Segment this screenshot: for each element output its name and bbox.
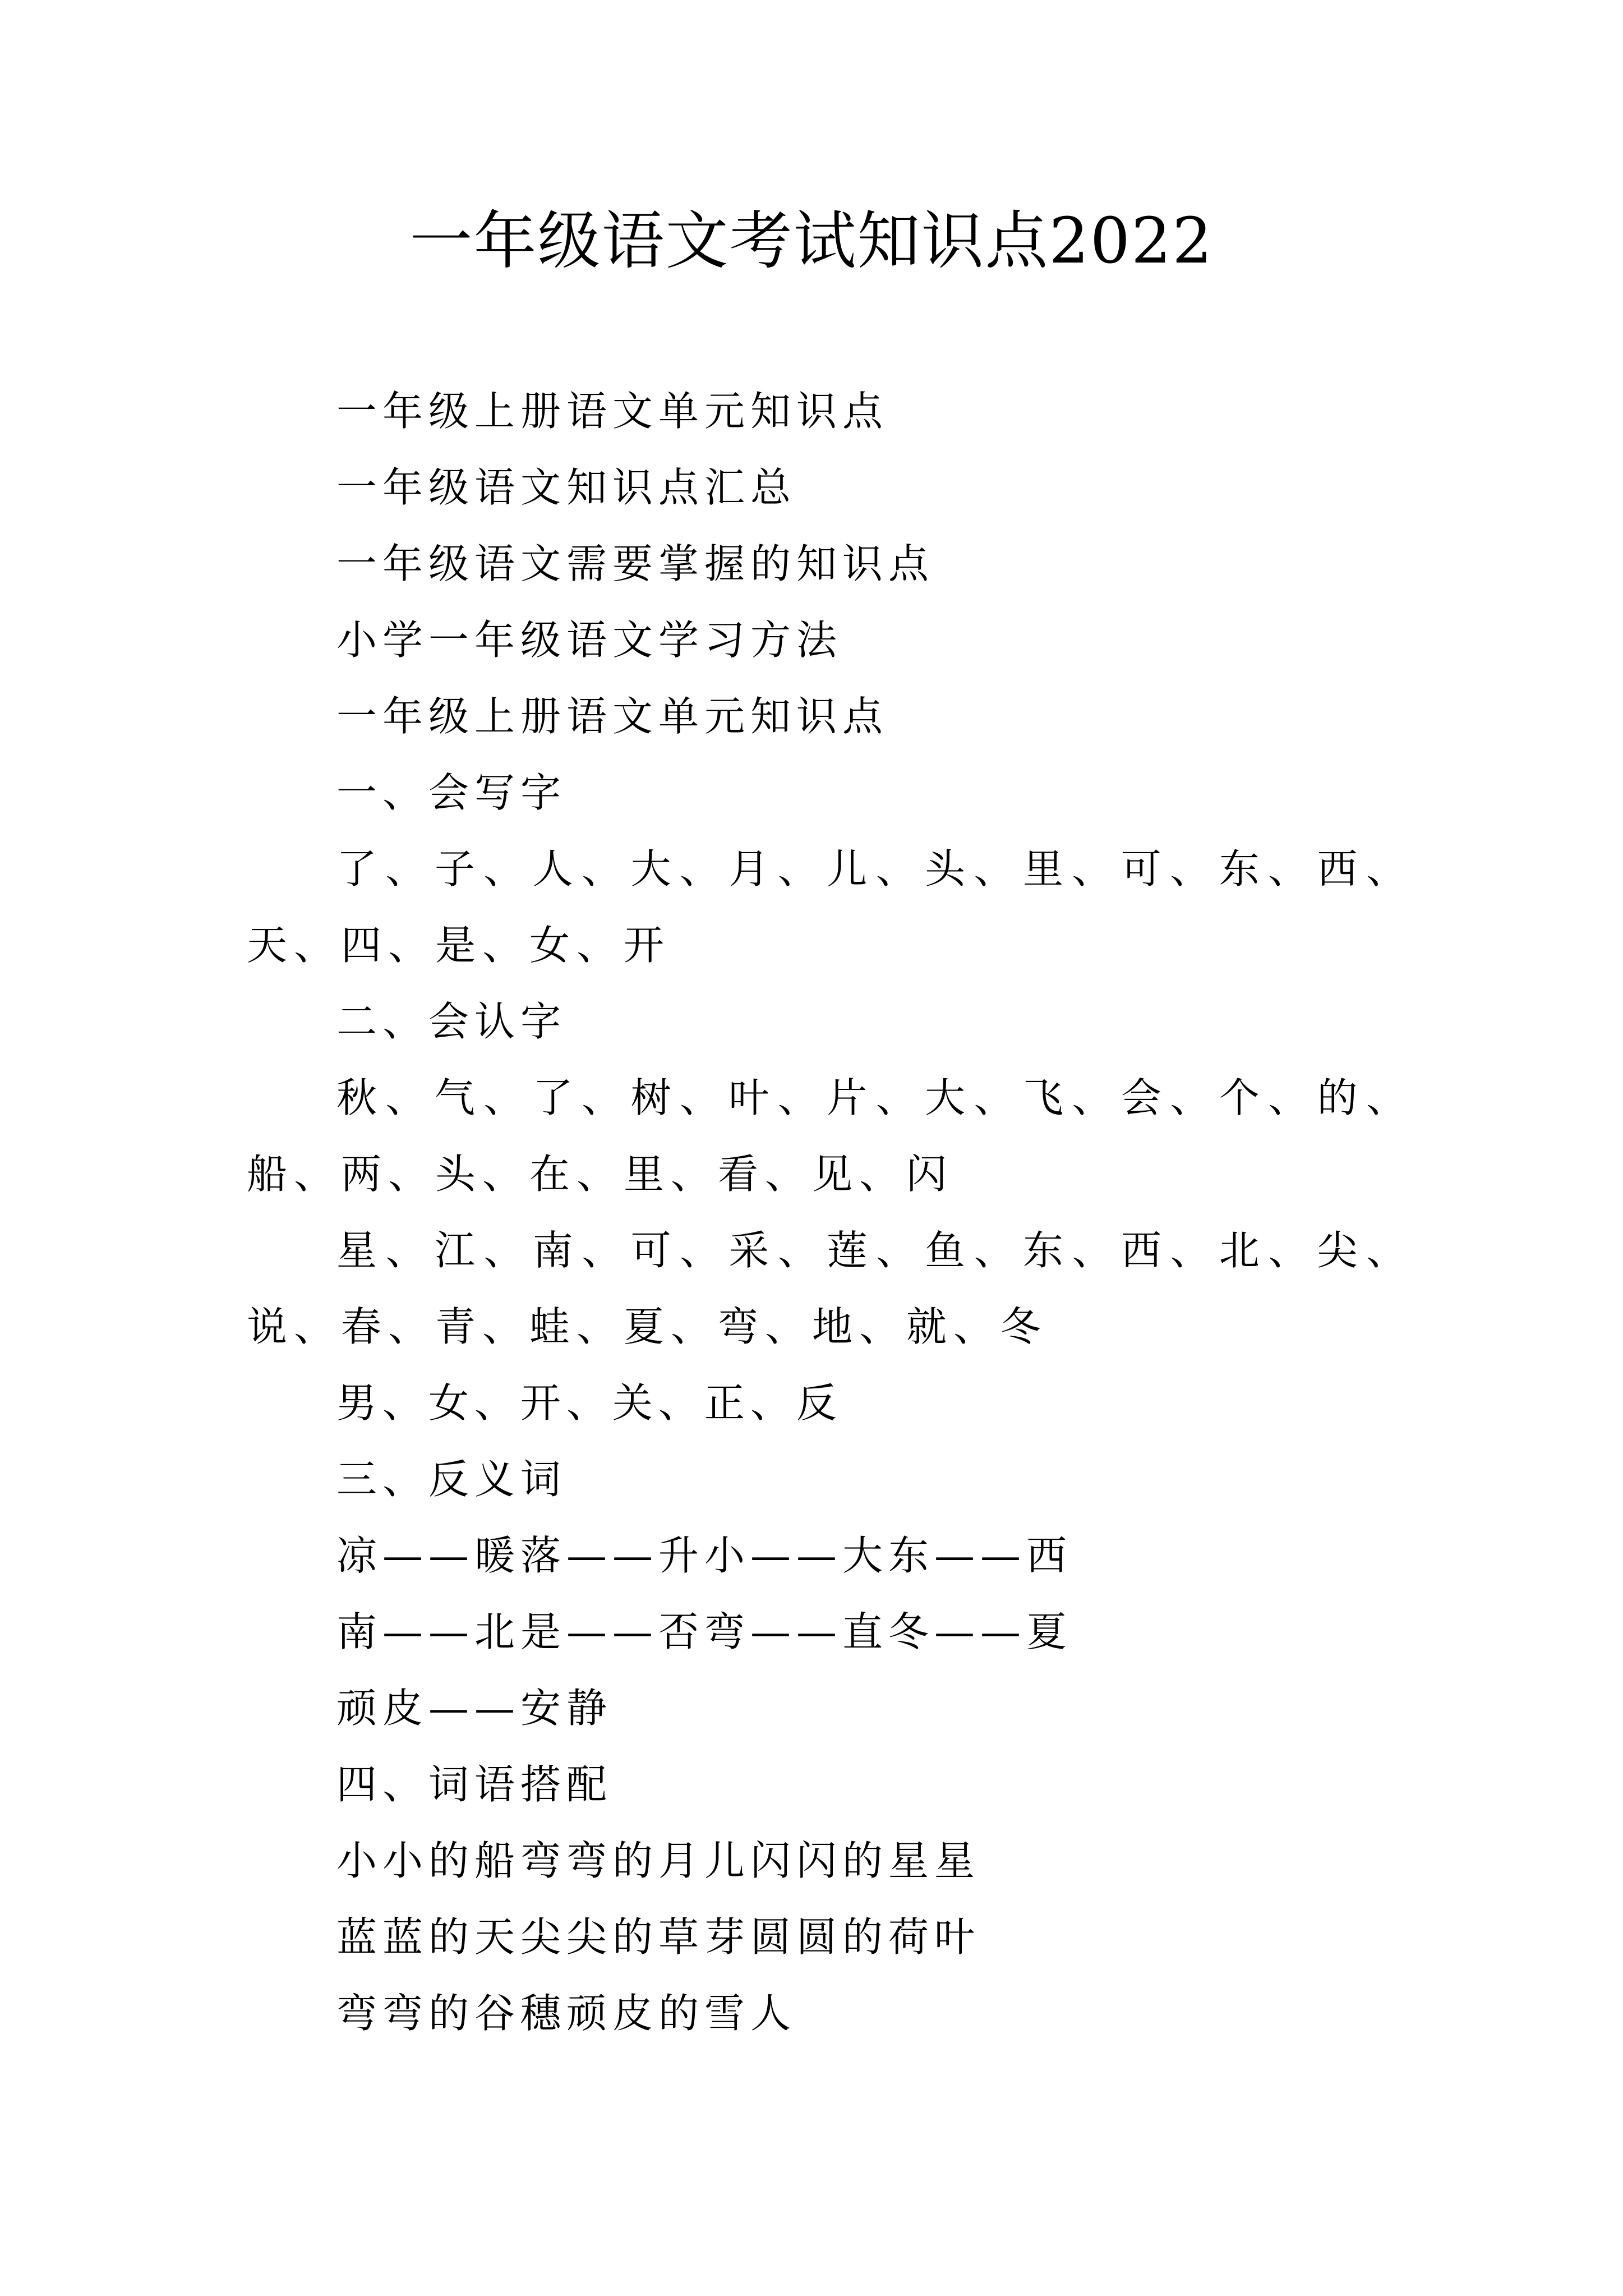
section-heading-collocations: 四、词语搭配 xyxy=(336,1761,613,1808)
document-body xyxy=(247,373,1413,2051)
section-heading-writing: 一、会写字 xyxy=(336,769,567,816)
paragraph-toc-2: 一年级语文知识点汇总 xyxy=(336,464,797,511)
paragraph-toc-4: 小学一年级语文学习方法 xyxy=(336,616,843,664)
paragraph-reading-chars-2: 星、江、南、可、采、莲、鱼、东、西、北、尖、说、春、青、蛙、夏、弯、地、就、冬 xyxy=(247,1227,1413,1350)
paragraph-collocations-1: 小小的船弯弯的月儿闪闪的星星 xyxy=(336,1837,981,1884)
section-heading-antonyms: 三、反义词 xyxy=(336,1456,567,1503)
paragraph-toc-3: 一年级语文需要掌握的知识点 xyxy=(336,540,935,587)
paragraph-antonyms-1: 凉——暖落——升小——大东——西 xyxy=(336,1532,1073,1579)
paragraph-reading-chars-3: 男、女、开、关、正、反 xyxy=(336,1379,843,1427)
paragraph-reading-chars-1: 秋、气、了、树、叶、片、大、飞、会、个、的、船、两、头、在、里、看、见、闪 xyxy=(247,1074,1413,1198)
paragraph-collocations-2: 蓝蓝的天尖尖的草芽圆圆的荷叶 xyxy=(336,1913,981,1961)
paragraph-antonyms-3: 顽皮——安静 xyxy=(336,1685,613,1732)
section-heading-reading: 二、会认字 xyxy=(336,998,567,1045)
paragraph-writing-chars: 了、子、人、大、月、儿、头、里、可、东、西、天、四、是、女、开 xyxy=(247,845,1413,969)
paragraph-antonyms-2: 南——北是——否弯——直冬——夏 xyxy=(336,1608,1073,1655)
document-title: 一年级语文考试知识点2022 xyxy=(409,205,1214,278)
section-heading-main: 一年级上册语文单元知识点 xyxy=(336,693,889,740)
paragraph-toc-1: 一年级上册语文单元知识点 xyxy=(336,388,889,435)
paragraph-collocations-3: 弯弯的谷穗顽皮的雪人 xyxy=(336,1990,797,2037)
